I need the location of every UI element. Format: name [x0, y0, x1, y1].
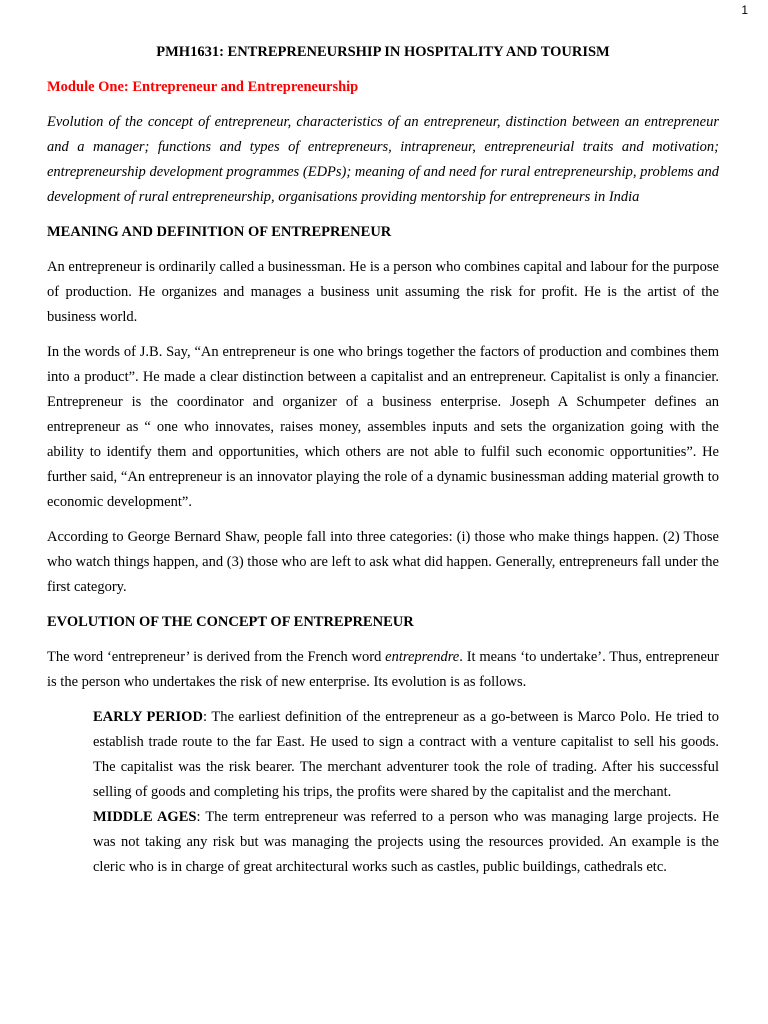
early-period-label: EARLY PERIOD [93, 709, 203, 725]
evolution-intro-french-word: entreprendre [385, 649, 460, 665]
middle-ages-text: : The term entrepreneur was referred to a person who was managing large projects. He was not taking any risk but was managing the projects using the resources provided. An example is the cleric who is in charge of great architectural works such as castles, public buildings, cathedrals etc. [93, 809, 719, 875]
section-heading-meaning: MEANING AND DEFINITION OF ENTREPRENEUR [47, 224, 392, 240]
paragraph-early-period [93, 705, 719, 805]
paragraph-meaning-3: According to George Bernard Shaw, people fall into three categories: (i) those who make things happen. (2) Those who watch things happen, and (3) those who are left to ask what did happen. Generally, entrepreneurs fall under the first category. [47, 529, 719, 595]
module-overview: Evolution of the concept of entrepreneur, characteristics of an entrepreneur, distinction between an entrepreneur and a manager; functions and types of entrepreneurs, intrapreneur, entrepreneurial traits and motivation; entrepreneurship development programmes (EDPs); meaning of and need for rural entrepreneurship, problems and development of rural entrepreneurship, organisations providing mentorship for entrepreneurs in India [47, 114, 719, 205]
paragraph-middle-ages [93, 805, 719, 880]
document-body [47, 40, 719, 880]
paragraph-meaning-2: In the words of J.B. Say, “An entrepreneur is one who brings together the factors of production and combines them into a product”. He made a clear distinction between a capitalist and an entrepreneur. Capitalist is only a financier. Entrepreneur is the coordinator and organizer of a business enterprise. Joseph A Schumpeter defines an entrepreneur as “ one who innovates, raises money, assembles inputs and sets the organization going with the ability to identify them and opportunities, which others are not able to fulfil such economic opportunities”. He further said, “An entrepreneur is an innovator playing the role of a dynamic businessman adding material growth to economic development”. [47, 344, 719, 510]
section-heading-evolution: EVOLUTION OF THE CONCEPT OF ENTREPRENEUR [47, 614, 414, 630]
evolution-periods [47, 705, 719, 880]
module-title: Module One: Entrepreneur and Entrepreneurship [47, 79, 359, 95]
page-number: 1 [741, 3, 748, 17]
document-title: PMH1631: ENTREPRENEURSHIP IN HOSPITALITY AND TOURISM [156, 44, 610, 60]
evolution-intro-text-a: The word ‘entrepreneur’ is derived from the French word [47, 649, 386, 665]
paragraph-evolution-intro [47, 645, 719, 695]
early-period-text: : The earliest definition of the entrepreneur as a go-between is Marco Polo. He tried to establish trade route to the far East. He used to sign a contract with a venture capitalist to sell his goods. The capitalist was the risk bearer. The merchant adventurer took the role of trading. After his successful selling of goods and completing his trips, the profits were shared by the capitalist and the merchant. [93, 709, 719, 800]
paragraph-meaning-1: An entrepreneur is ordinarily called a businessman. He is a person who combines capital and labour for the purpose of production. He organizes and manages a business unit assuming the risk for profit. He is the artist of the business world. [47, 259, 719, 325]
middle-ages-label: MIDDLE AGES [93, 809, 197, 825]
evolution-intro-text-b: . It means ‘to undertake’. Thus, entrepreneur is the person who undertakes the risk of new enterprise. Its evolution is as follows. [47, 649, 719, 690]
